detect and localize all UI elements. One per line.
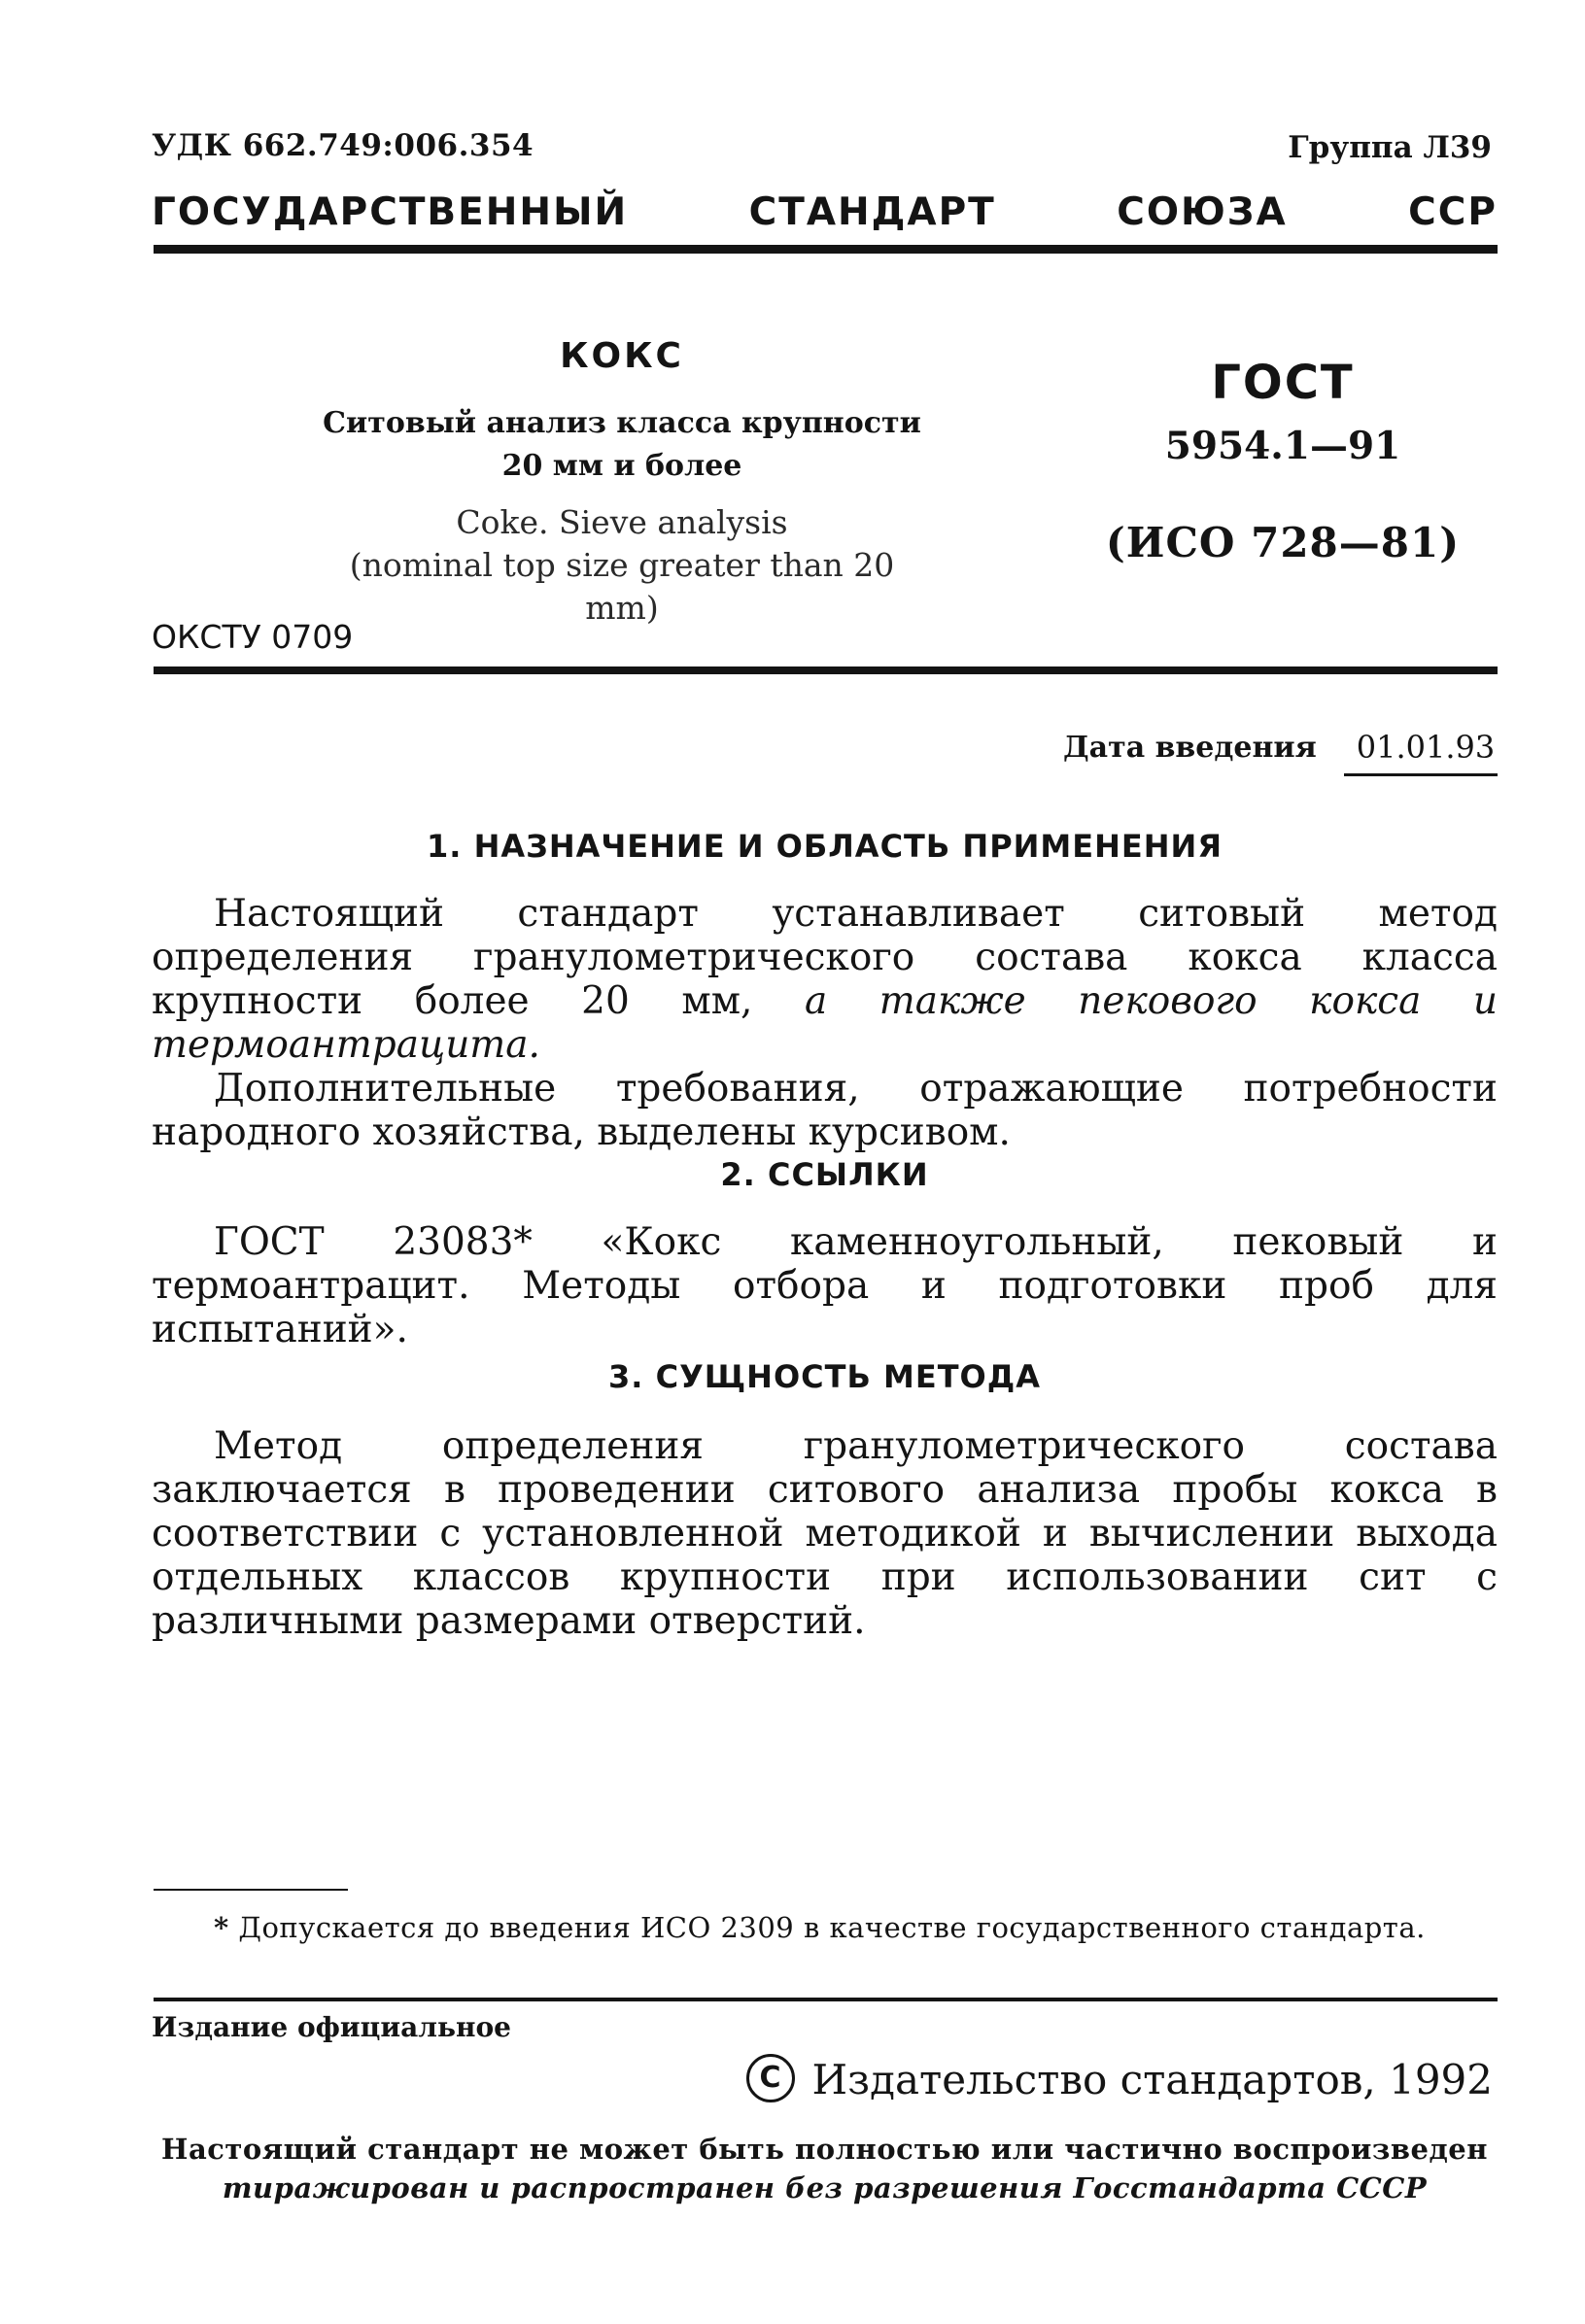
copyright-icon: C (746, 2054, 795, 2102)
gost-label: ГОСТ (1211, 356, 1355, 410)
okstu-code: ОКСТУ 0709 (152, 618, 354, 656)
group-code: Группа Л39 (1288, 130, 1492, 165)
footnote-star: * (214, 1911, 229, 1944)
english-title (311, 501, 933, 630)
section-1-heading: 1. НАЗНАЧЕНИЕ И ОБЛАСТЬ ПРИМЕНЕНИЯ (427, 828, 1223, 865)
gost-number: 5954.1—91 (1164, 424, 1401, 468)
intro-date-value: 01.01.93 (1356, 729, 1496, 766)
english-title-line-1: Coke. Sieve analysis (456, 503, 788, 541)
section-2-paragraph-1: ГОСТ 23083* «Кокс каменноугольный, пековый и термоантрацит. Методы отбора и подготовки проб для испытаний». (152, 1220, 1498, 1351)
iso-reference: (ИСО 728—81) (1105, 519, 1461, 566)
udk-code: УДК 662.749:006.354 (152, 128, 534, 163)
top-thick-rule (154, 245, 1498, 254)
section-3-paragraph-1: Метод определения гранулометрического состава заключается в проведении ситового анализа пробы кокса в соответствии с установленной методикой и вычислении выхода отдельных классов крупности при использовании сит с различными размерами отверстий. (152, 1424, 1498, 1643)
section-1-body (152, 892, 1498, 1154)
section-3-body (152, 1424, 1498, 1643)
section-1-italic-text: а также пекового кокса и термоантрацита. (152, 979, 1498, 1067)
official-edition-label: Издание официальное (152, 2011, 511, 2043)
section-2-heading: 2. ССЫЛКИ (720, 1156, 929, 1193)
subtitle-line-2: 20 мм и более (501, 449, 742, 483)
intro-date-label: Дата введения (1063, 731, 1317, 765)
section-1-text: Настоящий стандарт устанавливает ситовый метод определения гранулометрического состава кокса класса крупности более 20 мм, (152, 892, 1498, 1023)
subtitle-line-1: Ситовый анализ класса крупности (323, 406, 921, 440)
footnote-rule (154, 1889, 348, 1891)
footnote (152, 1906, 1498, 1949)
english-title-line-2: (nominal top size greater than 20 mm) (349, 546, 895, 627)
notice-line-2: тиражирован и распространен без разрешения Госстандарта СССР (222, 2171, 1428, 2204)
notice-line-1: Настоящий стандарт не может быть полностью или частично воспроизведен (161, 2133, 1488, 2166)
document-title: КОКС (560, 336, 684, 376)
reproduction-notice (152, 2130, 1498, 2207)
section-2-body (152, 1220, 1498, 1351)
section-3-heading: 3. СУЩНОСТЬ МЕТОДА (608, 1358, 1041, 1395)
footer-rule (154, 1998, 1498, 2001)
state-standard-banner: ГОСУДАРСТВЕННЫЙ СТАНДАРТ СОЮЗА ССР (152, 190, 1498, 234)
section-1-paragraph-2: Дополнительные требования, отражающие потребности народного хозяйства, выделены курсивом. (152, 1067, 1498, 1154)
header-bottom-rule (154, 666, 1498, 674)
section-1-paragraph-1 (152, 892, 1498, 1067)
intro-date-underline (1344, 773, 1498, 776)
document-subtitle (311, 402, 933, 488)
publisher-text: Издательство стандартов, 1992 (811, 2056, 1493, 2103)
footnote-text: Допускается до введения ИСО 2309 в качестве государственного стандарта. (238, 1911, 1426, 1944)
publisher-line (746, 2056, 1493, 2107)
